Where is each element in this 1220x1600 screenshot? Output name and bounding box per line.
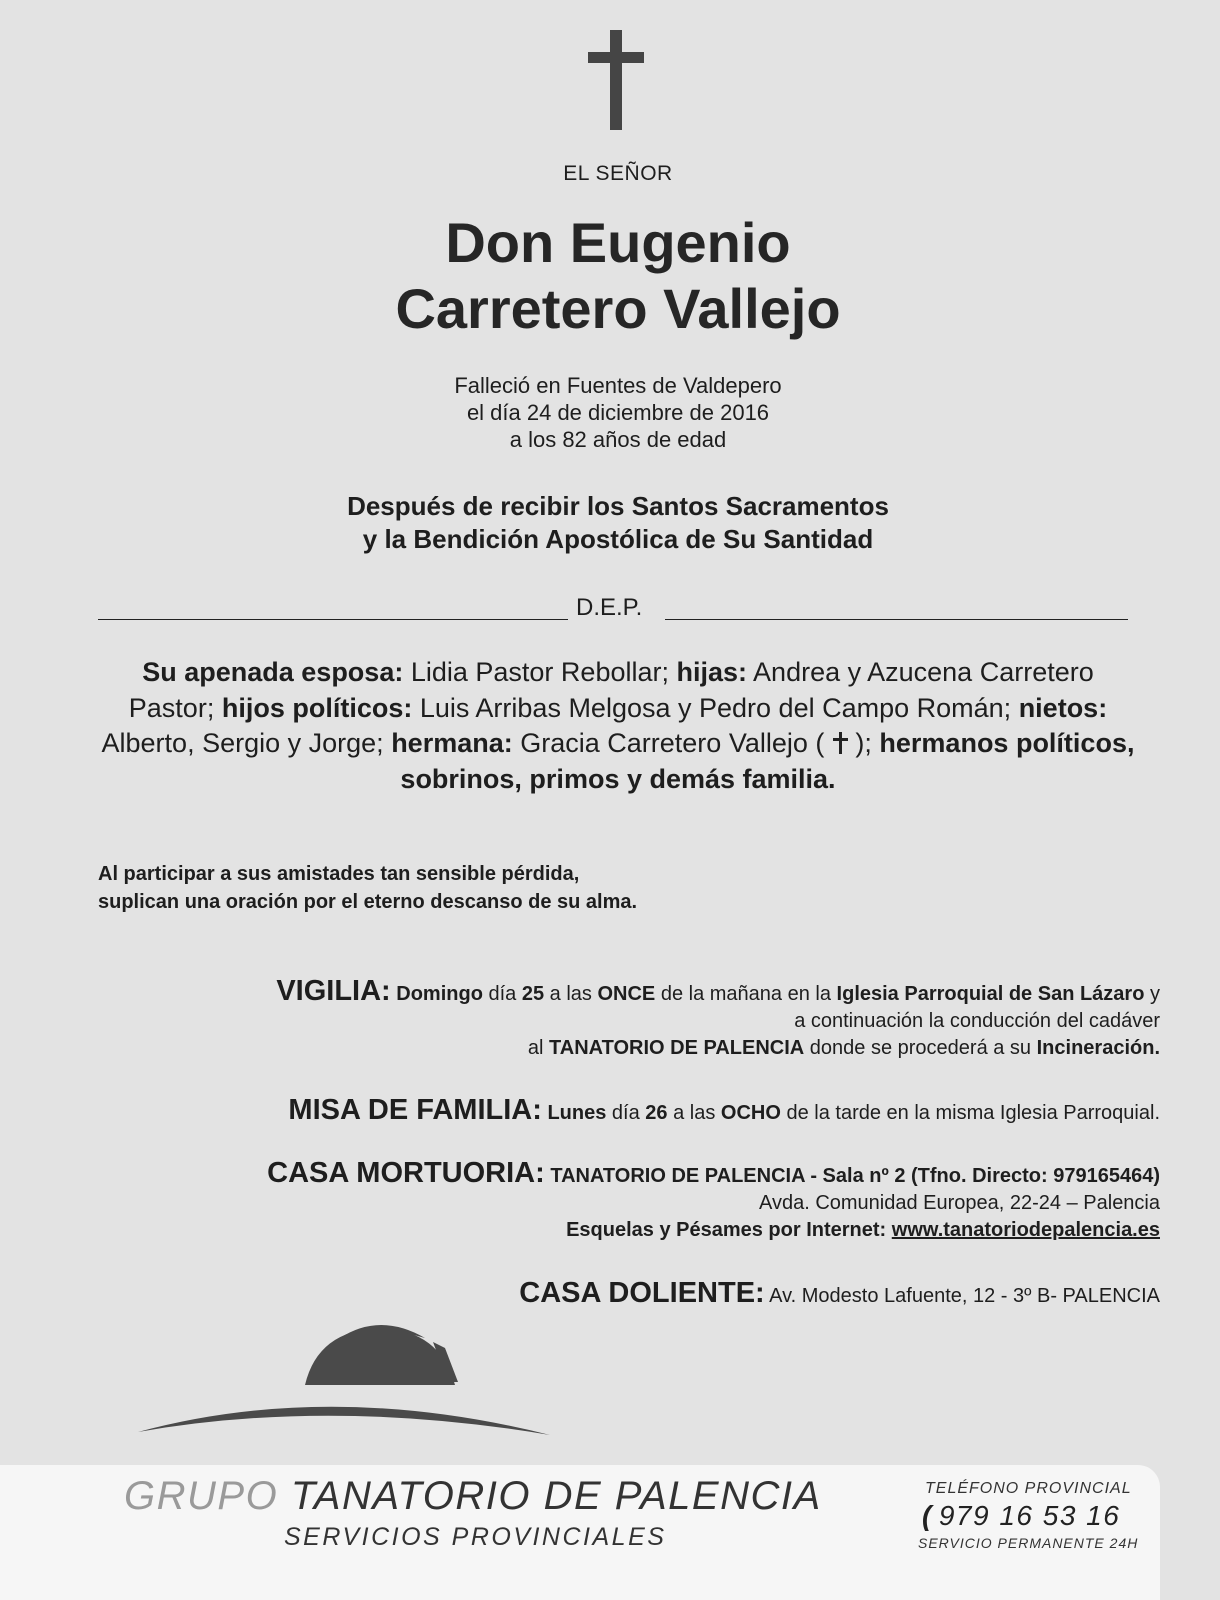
- sacraments-line-1: Después de recibir los Santos Sacramentos: [347, 491, 889, 521]
- other-relatives: hermanos políticos, sobrinos, primos y demás familia.: [400, 728, 1135, 794]
- vigil-text-5: al: [527, 1037, 544, 1059]
- vigil-church: Iglesia Parroquial de San Lázaro: [836, 983, 1145, 1005]
- phone-label: TELÉFONO PROVINCIAL: [925, 1480, 1132, 1497]
- vigil-label: VIGILIA:: [276, 975, 391, 1007]
- services-subtitle: SERVICIOS PROVINCIALES: [284, 1523, 667, 1551]
- dep-divider: [98, 594, 1128, 624]
- vigil-day: Domingo: [396, 983, 483, 1005]
- honorific: EL SEÑOR: [563, 162, 673, 185]
- mortuary-detail: TANATORIO DE PALENCIA - Sala nº 2 (Tfno. Directo: 979165464): [550, 1165, 1160, 1187]
- grupo-word: GRUPO: [124, 1474, 279, 1518]
- vigil-text-1: día: [488, 983, 517, 1005]
- website-link[interactable]: www.tanatoriodepalencia.es: [891, 1219, 1160, 1241]
- mortuary-section: [267, 1157, 1160, 1244]
- mass-label: MISA DE FAMILIA:: [288, 1094, 542, 1126]
- daughters-names: Andrea y Azucena Carretero Pastor;: [128, 657, 1094, 723]
- vigil-section: [276, 975, 1160, 1062]
- phone-number-row: [922, 1500, 1120, 1532]
- divider-line-right: [665, 619, 1128, 620]
- vigil-date: 25: [521, 983, 545, 1005]
- prayer-line-2: suplican una oración por el eterno descanso de su alma.: [98, 891, 638, 913]
- deceased-cross-icon: [832, 732, 848, 754]
- mortuary-label: CASA MORTUORIA:: [267, 1157, 545, 1189]
- mass-text-2: a las: [673, 1102, 716, 1124]
- inlaws-names: Luis Arribas Melgosa y Pedro del Campo Román;: [419, 692, 1012, 723]
- sacraments-line-2: y la Bendición Apostólica de Su Santidad: [362, 524, 874, 554]
- sacraments-text: [0, 490, 1220, 556]
- company-name: [124, 1474, 822, 1519]
- prayer-line-1: Al participar a sus amistades tan sensible pérdida,: [98, 863, 580, 885]
- vigil-hour: ONCE: [597, 983, 656, 1005]
- daughters-label: hijas:: [676, 657, 748, 687]
- vigil-final: Incineración.: [1036, 1037, 1160, 1059]
- mass-hour: OCHO: [720, 1102, 781, 1124]
- spouse-label: Su apenada esposa:: [142, 657, 404, 687]
- inlaws-label: hijos políticos:: [221, 692, 413, 723]
- vigil-text-2: a las: [549, 983, 592, 1005]
- vigil-text-3: de la mañana en la: [660, 983, 831, 1005]
- mortuary-address: Avda. Comunidad Europea, 22-24 – Palencia: [758, 1192, 1160, 1214]
- family-paragraph: [100, 655, 1136, 797]
- home-section: [519, 1277, 1160, 1310]
- cross-icon: [588, 30, 644, 130]
- grandchildren-label: nietos:: [1018, 692, 1108, 723]
- mass-text-3: de la tarde en la misma Iglesia Parroquial.: [786, 1102, 1160, 1124]
- death-age: a los 82 años de edad: [509, 427, 727, 452]
- company-word: TANATORIO DE PALENCIA: [290, 1474, 822, 1518]
- sister-label: hermana:: [391, 728, 513, 758]
- mass-date: 26: [645, 1102, 668, 1124]
- phone-icon: (: [922, 1500, 933, 1531]
- death-place: Falleció en Fuentes de Valdepero: [454, 373, 782, 398]
- mass-section: [288, 1094, 1160, 1127]
- divider-line-left: [98, 619, 568, 620]
- death-date: el día 24 de diciembre de 2016: [466, 400, 770, 425]
- vigil-text-4: y: [1150, 983, 1160, 1005]
- home-label: CASA DOLIENTE:: [519, 1277, 765, 1309]
- name-line-1: Don Eugenio: [445, 211, 791, 274]
- vigil-text-6: donde se procederá a su: [809, 1037, 1032, 1059]
- vigil-line-2: a continuación la conducción del cadáver: [794, 1010, 1160, 1032]
- internet-label: Esquelas y Pésames por Internet:: [566, 1219, 887, 1241]
- name-line-2: Carretero Vallejo: [395, 277, 841, 340]
- home-address: Av. Modesto Lafuente, 12 - 3º B- PALENCIA: [769, 1285, 1160, 1307]
- dep-text: D.E.P.: [576, 594, 643, 621]
- phone-number[interactable]: 979 16 53 16: [938, 1500, 1121, 1531]
- grandchildren-names: Alberto, Sergio y Jorge;: [101, 728, 384, 758]
- prayer-request: [98, 860, 637, 916]
- vigil-place: TANATORIO DE PALENCIA: [549, 1037, 805, 1059]
- mass-day: Lunes: [547, 1102, 607, 1124]
- deceased-name: [0, 210, 1220, 342]
- mass-text-1: día: [611, 1102, 640, 1124]
- service-24h: SERVICIO PERMANENTE 24H: [918, 1535, 1139, 1551]
- spouse-name: Lidia Pastor Rebollar;: [410, 657, 669, 687]
- death-details: [0, 372, 1220, 453]
- sister-close: );: [855, 728, 872, 758]
- sister-name: Gracia Carretero Vallejo (: [520, 728, 825, 758]
